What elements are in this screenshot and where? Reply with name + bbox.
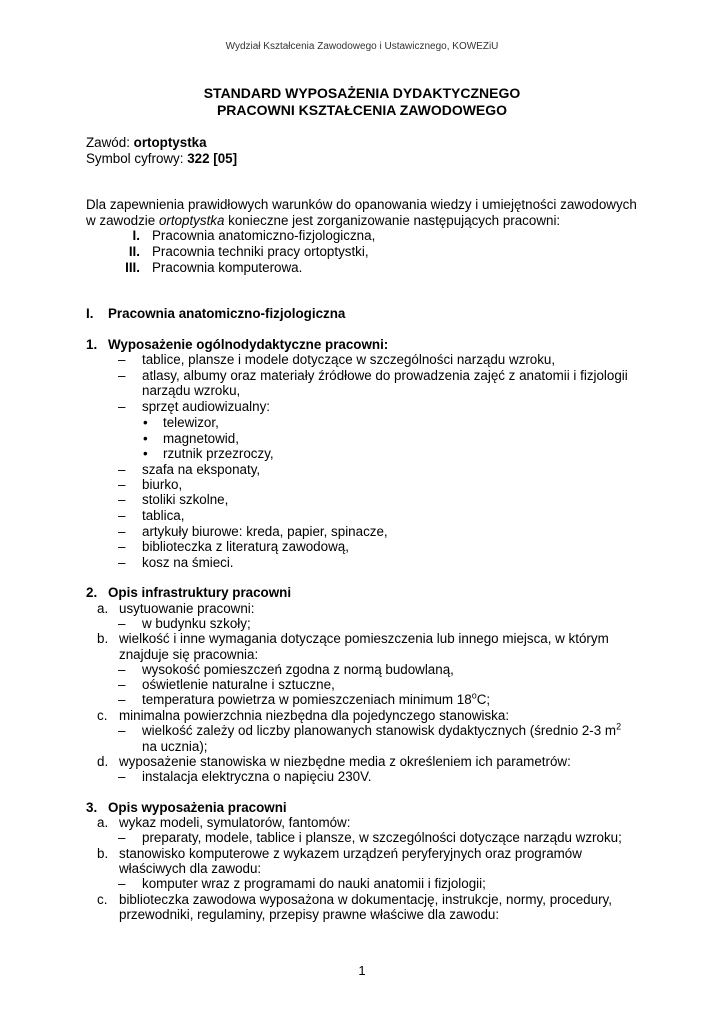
dash-icon: – [118,555,126,570]
subsection-title: Opis infrastruktury pracowni [108,585,292,600]
item-label: c. [97,892,108,907]
item-text: znajduje się pracownia: [119,647,259,662]
sub-item: na ucznia); [142,739,208,754]
list-item: biblioteczka z literaturą zawodową, [142,539,349,554]
symbol-line: Symbol cyfrowy: 322 [05] [86,151,238,166]
subsection-num: 3. [86,800,98,815]
dash-icon: – [118,876,126,891]
dash-icon: – [118,616,126,631]
dash-icon: – [118,677,126,692]
section-num: I. [86,306,94,321]
item-text: wielkość i inne wymagania dotyczące pomieszczenia lub innego miejsca, w którym [119,631,609,646]
list-item: szafa na eksponaty, [142,462,261,477]
lab-num: III. [125,260,140,275]
item-text: wyposażenie stanowiska w niezbędne media z określeniem ich parametrów: [119,754,571,769]
dash-icon: – [118,723,126,738]
page-title-line1: STANDARD WYPOSAŻENIA DYDAKTYCZNEGO [203,85,521,101]
dash-icon: – [118,399,126,414]
item-text: biblioteczka zawodowa wyposażona w dokumentację, instrukcje, normy, procedury, [119,892,612,907]
page-title-line2: PRACOWNI KSZTAŁCENIA ZAWODOWEGO [216,102,508,118]
bullet-icon: • [143,446,148,461]
dash-icon: – [118,492,126,507]
item-label: c. [97,708,108,723]
zawod-line: Zawód: ortoptystka [86,135,207,150]
sub-item: temperatura powietrza w pomieszczeniach minimum 18$^o$C; [142,690,491,707]
dash-icon: – [118,769,126,784]
running-header: Wydział Kształcenia Zawodowego i Ustawicznego, KOWEZiU [225,41,499,52]
list-item: rzutnik przezroczy, [163,446,274,461]
lab-name: Pracownia anatomiczno-fizjologiczna, [152,228,376,243]
dash-icon: – [118,352,126,367]
list-item: magnetowid, [163,431,239,446]
dash-icon: – [118,524,126,539]
list-item: atlasy, albumy oraz materiały źródłowe do prowadzenia zajęć z anatomii i fizjologii [142,368,628,383]
sub-item: oświetlenie naturalne i sztuczne, [142,677,335,692]
dash-icon: – [118,368,126,383]
bullet-icon: • [143,415,148,430]
list-item: narządu wzroku, [142,383,241,398]
section-title: Pracownia anatomiczno-fizjologiczna [108,306,346,321]
list-item: sprzęt audiowizualny: [142,399,271,414]
item-label: b. [97,631,109,646]
item-text: minimalna powierzchnia niezbędna dla pojedynczego stanowiska: [119,708,510,723]
sub-item: wysokość pomieszczeń zgodna z normą budowlaną, [142,662,454,677]
list-item: stoliki szkolne, [142,492,229,507]
dash-icon: – [118,462,126,477]
lab-num: I. [132,228,140,243]
dash-icon: – [118,477,126,492]
subsection-title: Wyposażenie ogólnodydaktyczne pracowni: [108,337,389,352]
subsection-num: 1. [86,337,98,352]
sub-item: wielkość zależy od liczby planowanych stanowisk dydaktycznych (średnio 2-3 $m^2$ [142,721,622,738]
subsection-num: 2. [86,585,98,600]
item-text: stanowisko komputerowe z wykazem urządzeń peryferyjnych oraz programów [119,846,582,861]
dash-icon: – [118,539,126,554]
lab-name: Pracownia komputerowa. [152,260,303,275]
list-item: biurko, [142,477,183,492]
bullet-icon: • [143,431,148,446]
list-item: tablica, [142,508,185,523]
sub-item: komputer wraz z programami do nauki anatomii i fizjologii; [142,876,486,891]
page-number: 1 [358,963,366,978]
item-label: d. [97,754,109,769]
list-item: artykuły biurowe: kreda, papier, spinacze, [142,524,388,539]
item-label: a. [97,601,109,616]
dash-icon: – [118,662,126,677]
dash-icon: – [118,692,126,707]
item-text: usytuowanie pracowni: [119,601,255,616]
item-label: a. [97,815,109,830]
list-item: telewizor, [163,415,219,430]
sub-item: instalacja elektryczna o napięciu 230V. [142,769,372,784]
lab-name: Pracownia techniki pracy ortoptystki, [152,244,369,259]
list-item: kosz na śmieci. [142,555,234,570]
lab-num: II. [128,244,140,259]
item-text: wykaz modeli, symulatorów, fantomów: [119,815,351,830]
sub-item: preparaty, modele, tablice i plansze, w szczególności dotyczące narządu wzroku; [142,830,622,845]
dash-icon: – [118,508,126,523]
subsection-title: Opis wyposażenia pracowni [108,800,287,815]
item-label: b. [97,846,109,861]
intro-line1: Dla zapewnienia prawidłowych warunków do opanowania wiedzy i umiejętności zawodowych [86,197,637,212]
list-item: tablice, plansze i modele dotyczące w szczególności narządu wzroku, [142,352,556,367]
intro-line2: w zawodzie ortoptystka konieczne jest zorganizowanie następujących pracowni: [86,213,561,228]
item-text: przewodniki, regulaminy, przepisy prawne właściwe dla zawodu: [119,907,500,922]
sub-item: w budynku szkoły; [142,616,251,631]
dash-icon: – [118,830,126,845]
item-text: właściwych dla zawodu: [119,861,262,876]
